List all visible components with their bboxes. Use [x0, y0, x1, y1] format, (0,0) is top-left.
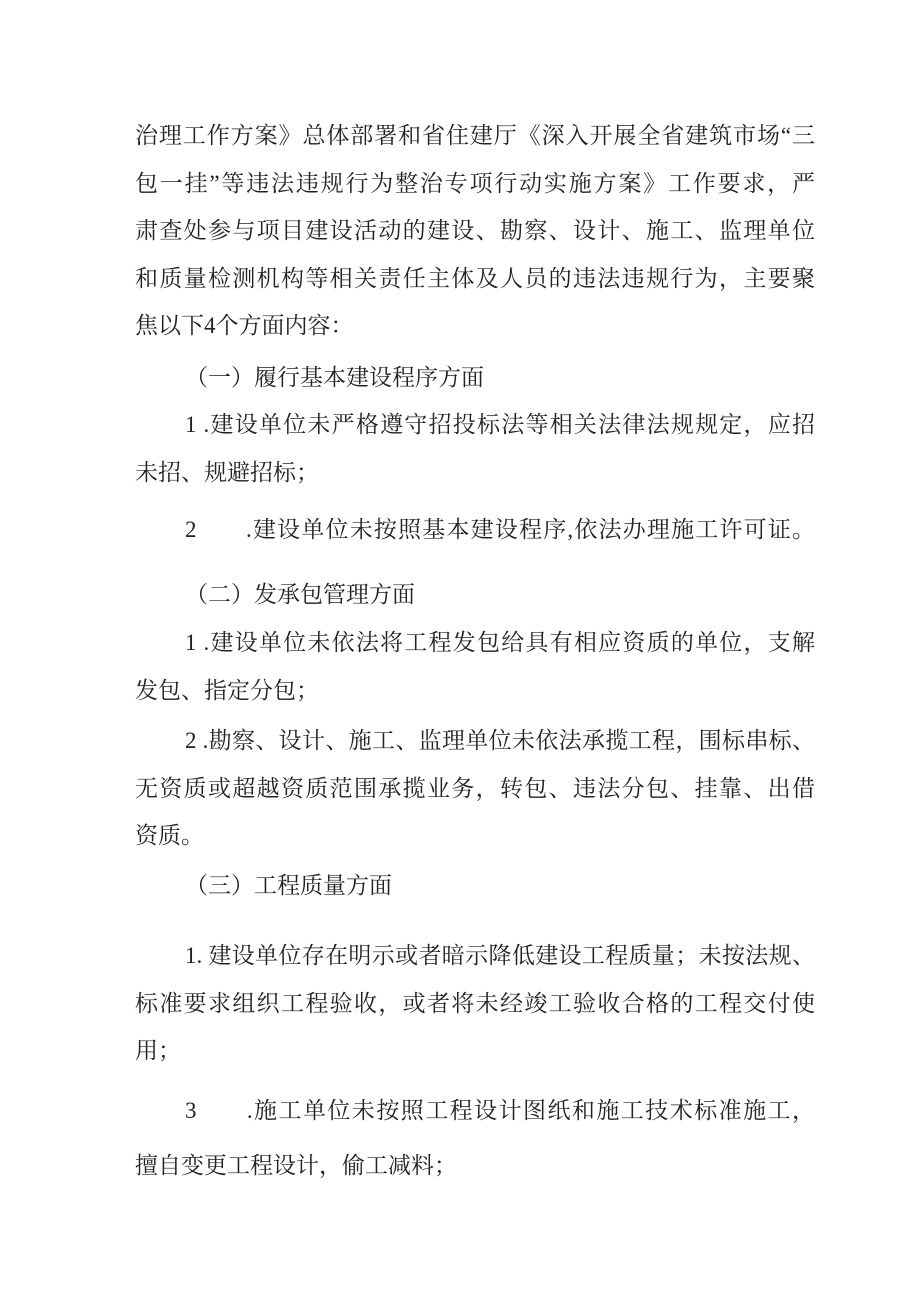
item-2-2: [135, 717, 815, 860]
text-line: 焦以下4个方面内容：: [135, 313, 354, 338]
text-line: 3 .施工单位未按照工程设计图纸和施工技术标准施工，: [185, 1097, 815, 1123]
text-line: 1 .建设单位未依法将工程发包给具有相应资质的单位，支解: [185, 630, 815, 655]
item-2-1: [135, 619, 815, 714]
heading-section-2: [135, 571, 815, 619]
text-line: 1 .建设单位未严格遵守招投标法等相关法律法规规定，应招: [185, 412, 815, 437]
item-1-2: [135, 506, 815, 554]
text-line: 2 .勘察、设计、施工、监理单位未依法承揽工程，围标串标、: [185, 728, 815, 753]
heading-section-1: [135, 354, 815, 402]
text-line: 肃查处参与项目建设活动的建设、勘察、设计、施工、监理单位: [135, 218, 815, 243]
text-line: 1. 建设单位存在明示或者暗示降低建设工程质量；未按法规、: [185, 943, 815, 968]
text-line: 和质量检测机构等相关责任主体及人员的违法违规行为，主要聚: [135, 265, 815, 291]
heading-section-3: [135, 862, 815, 910]
text-line: （三）工程质量方面: [185, 872, 392, 898]
text-line: 发包、指定分包；: [135, 677, 319, 703]
text-line: （二）发承包管理方面: [185, 581, 415, 607]
text-line: 治理工作方案》总体部署和省住建厅《深入开展全省建筑市场“三: [135, 123, 815, 148]
text-line: 用；: [135, 1038, 181, 1063]
item-3-3: [135, 1083, 815, 1193]
text-line: 包一挂”等违法违规行为整治专项行动实施方案》工作要求，严: [135, 170, 815, 196]
text-line: 2 .建设单位未按照基本建设程序,依法办理施工许可证。: [185, 517, 815, 542]
item-3-1: [135, 932, 815, 1075]
text-line: 未招、规避招标；: [135, 459, 319, 485]
text-line: （一）履行基本建设程序方面: [185, 364, 484, 390]
item-1-1: [135, 401, 815, 496]
text-line: 标准要求组织工程验收，或者将未经竣工验收合格的工程交付使: [135, 990, 815, 1016]
text-line: 无资质或超越资质范围承揽业务，转包、违法分包、挂靠、出借: [135, 775, 815, 801]
para-intro-continuation: [135, 112, 815, 350]
text-line: 资质。: [135, 823, 204, 848]
text-line: 擅自变更工程设计，偷工减料；: [135, 1152, 457, 1178]
document-body: [135, 112, 815, 1193]
